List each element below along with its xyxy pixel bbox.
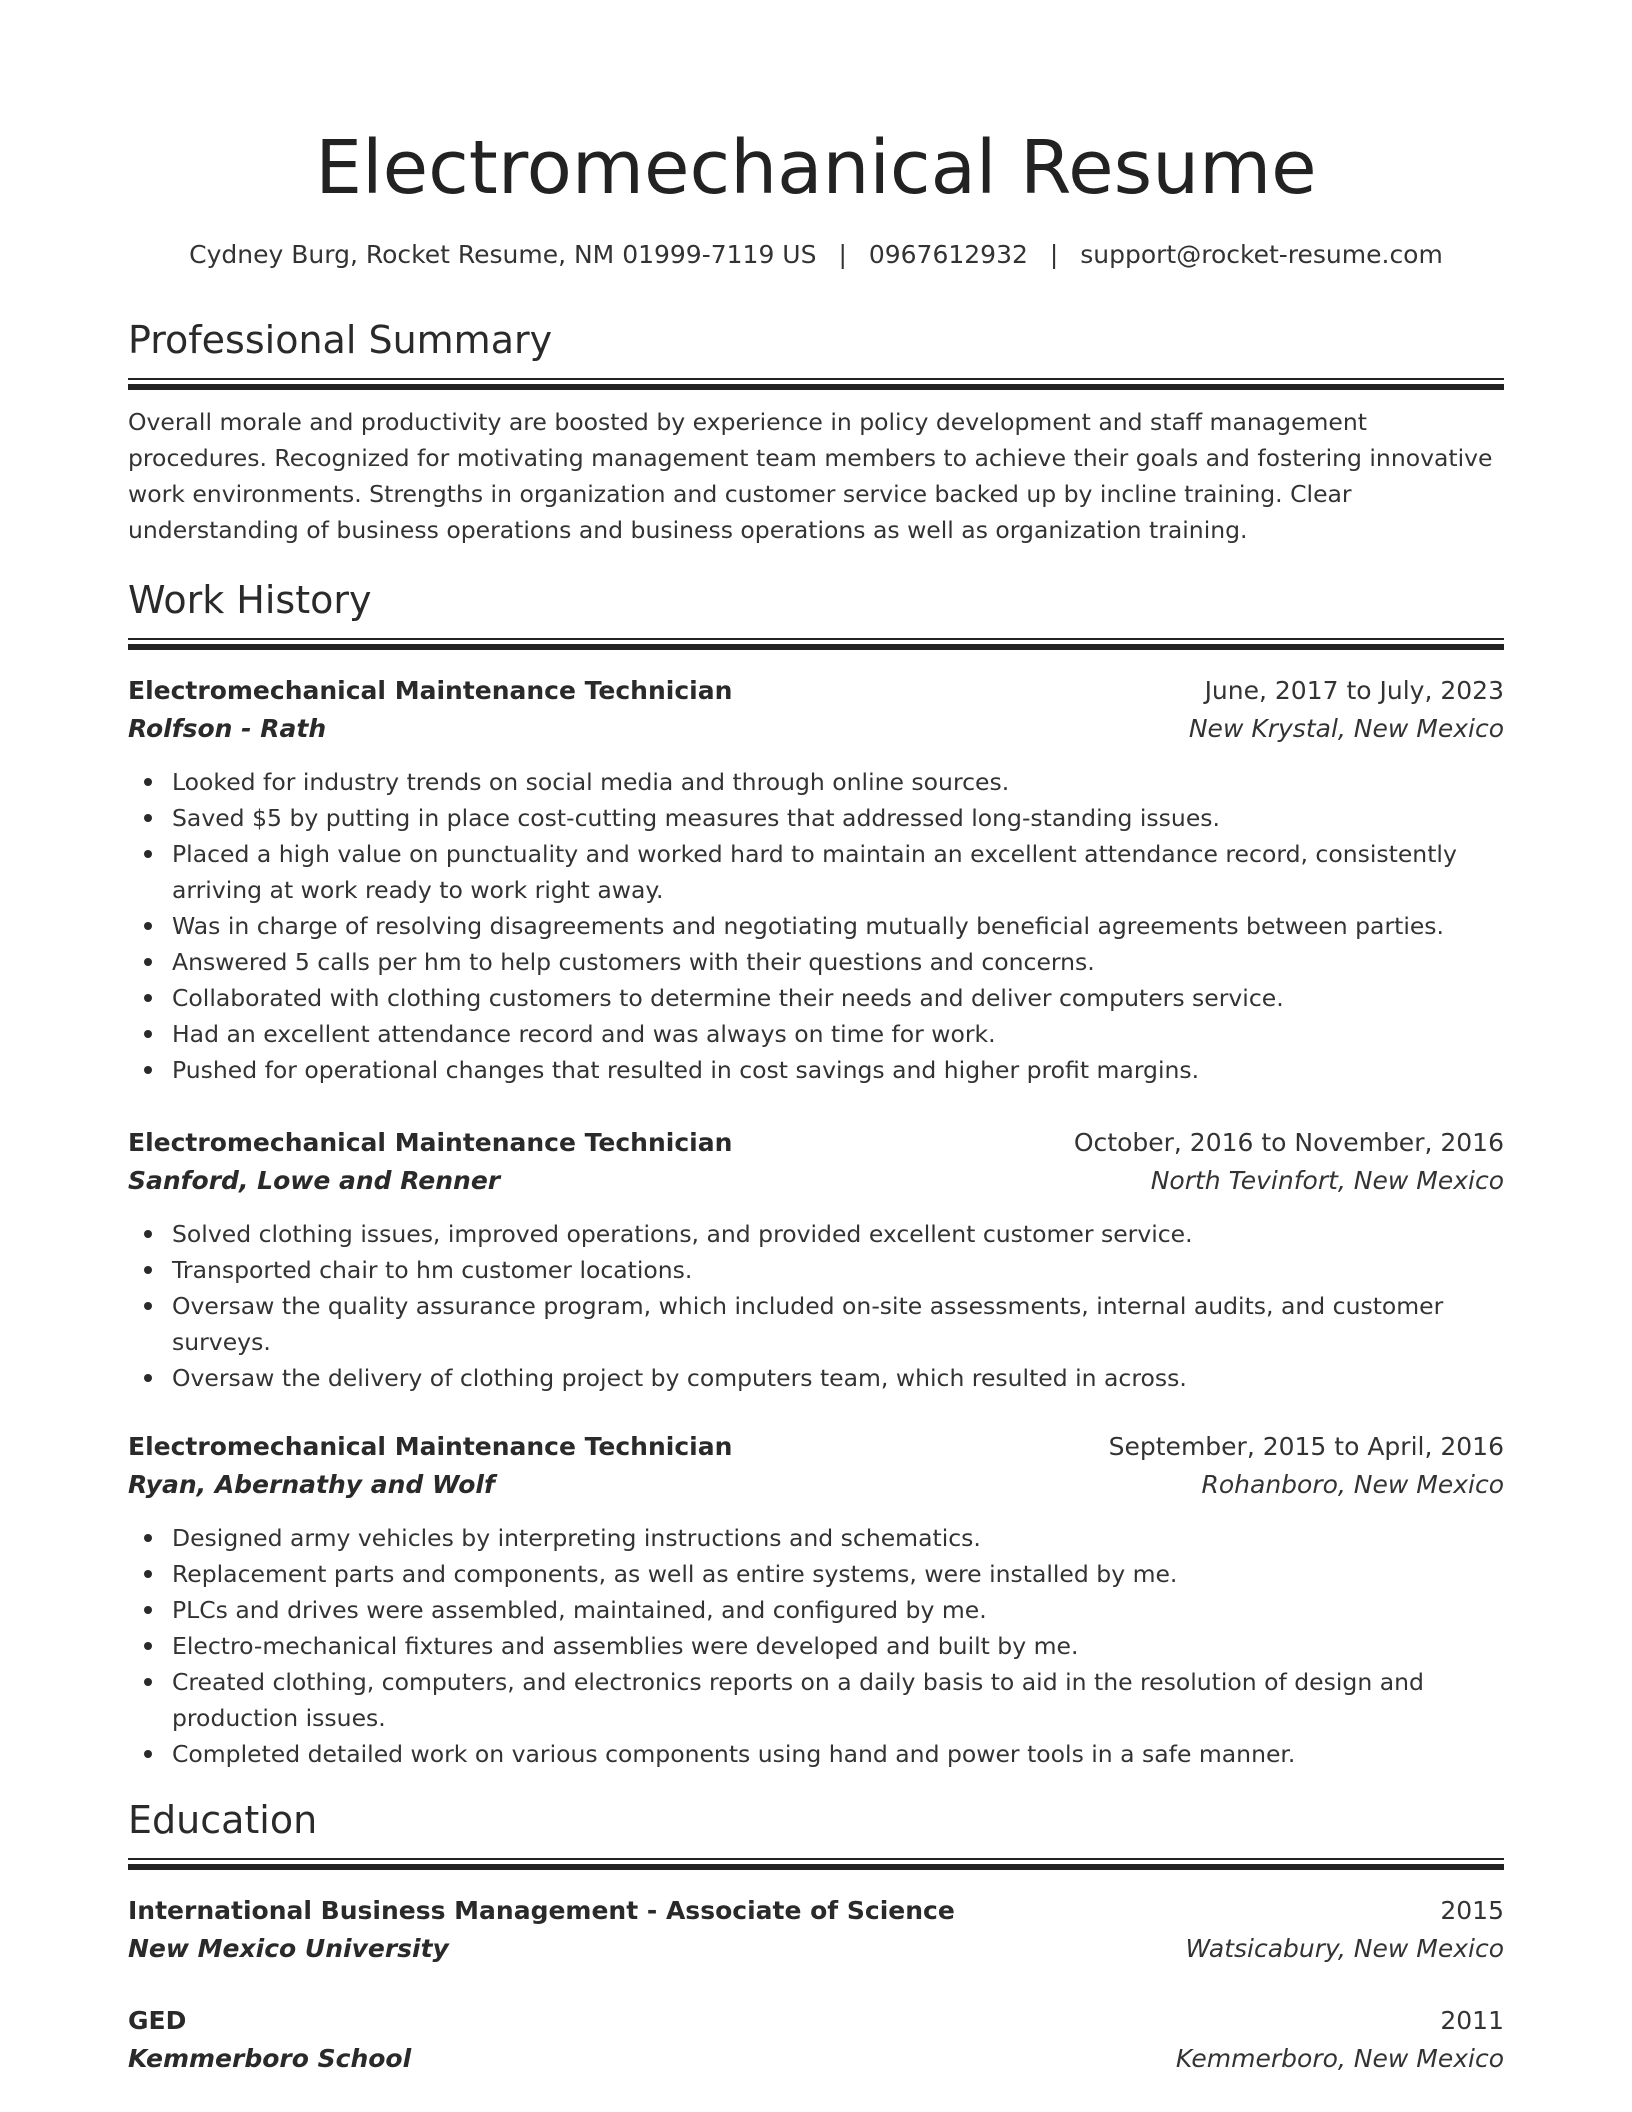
list-item: Collaborated with clothing customers to determine their needs and deliver computers service. <box>128 980 1504 1016</box>
job-employer-row <box>128 1466 1504 1504</box>
job-dates: June, 2017 to July, 2023 <box>1204 676 1504 705</box>
job-title: Electromechanical Maintenance Technician <box>128 676 733 705</box>
resume-page <box>128 120 1504 2078</box>
job-header-row <box>128 672 1504 710</box>
education-year: 2011 <box>1440 2006 1504 2035</box>
job-employer: Rolfson - Rath <box>128 714 327 743</box>
list-item: Oversaw the delivery of clothing project by computers team, which resulted in across. <box>128 1360 1504 1396</box>
list-item: Transported chair to hm customer locations. <box>128 1252 1504 1288</box>
job-entry <box>128 1124 1504 1396</box>
section-divider <box>128 1858 1504 1870</box>
job-bullets <box>128 1520 1504 1772</box>
summary-text: Overall morale and productivity are boosted by experience in policy development and staff management procedures. Recognized for motivating management team members to achieve their goals and fostering innovative work environments. Strengths in organization and customer service backed up by incline training. Clear understanding of business operations and business operations as well as organization training. <box>128 408 1493 544</box>
job-entry <box>128 672 1504 1088</box>
education-degree: International Business Management - Associate of Science <box>128 1896 955 1925</box>
list-item: Replacement parts and components, as well as entire systems, were installed by me. <box>128 1556 1504 1592</box>
job-header-row <box>128 1428 1504 1466</box>
list-item: Solved clothing issues, improved operations, and provided excellent customer service. <box>128 1216 1504 1252</box>
job-entry <box>128 1428 1504 1772</box>
education-header-row <box>128 1892 1504 1930</box>
list-item: Placed a high value on punctuality and worked hard to maintain an excellent attendance record, consistently arriving at work ready to work right away. <box>128 836 1504 908</box>
job-employer: Ryan, Abernathy and Wolf <box>128 1470 495 1499</box>
contact-separator: | <box>838 240 847 269</box>
job-dates: October, 2016 to November, 2016 <box>1073 1128 1504 1157</box>
job-dates: September, 2015 to April, 2016 <box>1108 1432 1504 1461</box>
job-header-row <box>128 1124 1504 1162</box>
job-location: Rohanboro, New Mexico <box>1201 1470 1504 1499</box>
education-location: Watsicabury, New Mexico <box>1185 1934 1504 1963</box>
job-location: New Krystal, New Mexico <box>1188 714 1504 743</box>
job-title: Electromechanical Maintenance Technician <box>128 1128 733 1157</box>
work-history-section <box>128 576 1504 1772</box>
list-item: Electro-mechanical fixtures and assemblies were developed and built by me. <box>128 1628 1504 1664</box>
list-item: Had an excellent attendance record and was always on time for work. <box>128 1016 1504 1052</box>
contact-separator: | <box>1049 240 1059 269</box>
list-item: Designed army vehicles by interpreting instructions and schematics. <box>128 1520 1504 1556</box>
list-item: Answered 5 calls per hm to help customers with their questions and concerns. <box>128 944 1504 980</box>
education-school: Kemmerboro School <box>128 2044 412 2073</box>
education-school: New Mexico University <box>128 1934 449 1963</box>
education-header-row <box>128 2002 1504 2040</box>
education-heading: Education <box>128 1798 318 1842</box>
section-divider <box>128 378 1504 390</box>
job-employer-row <box>128 710 1504 748</box>
section-divider <box>128 638 1504 650</box>
list-item: Completed detailed work on various components using hand and power tools in a safe manner. <box>128 1736 1504 1772</box>
summary-section <box>128 316 1504 548</box>
education-year: 2015 <box>1440 1896 1504 1925</box>
list-item: Created clothing, computers, and electronics reports on a daily basis to aid in the resolution of design and production issues. <box>128 1664 1504 1736</box>
job-employer: Sanford, Lowe and Renner <box>128 1166 501 1195</box>
contact-phone: 0967612932 <box>868 240 1028 269</box>
list-item: Saved $5 by putting in place cost-cutting measures that addressed long-standing issues. <box>128 800 1504 836</box>
education-location: Kemmerboro, New Mexico <box>1175 2044 1504 2073</box>
job-location: North Tevinfort, New Mexico <box>1150 1166 1504 1195</box>
list-item: Oversaw the quality assurance program, which included on-site assessments, internal audits, and customer surveys. <box>128 1288 1504 1360</box>
education-section <box>128 1796 1504 2078</box>
contact-address: Cydney Burg, Rocket Resume, NM 01999-7119 US <box>189 240 817 269</box>
list-item: Was in charge of resolving disagreements and negotiating mutually beneficial agreements between parties. <box>128 908 1504 944</box>
summary-heading: Professional Summary <box>128 318 553 362</box>
job-bullets <box>128 764 1504 1088</box>
education-entry <box>128 2002 1504 2078</box>
job-title: Electromechanical Maintenance Technician <box>128 1432 733 1461</box>
education-entry <box>128 1892 1504 1968</box>
job-employer-row <box>128 1162 1504 1200</box>
education-school-row <box>128 1930 1504 1968</box>
job-bullets <box>128 1216 1504 1396</box>
education-degree: GED <box>128 2006 187 2035</box>
education-school-row <box>128 2040 1504 2078</box>
list-item: PLCs and drives were assembled, maintained, and configured by me. <box>128 1592 1504 1628</box>
contact-email: support@rocket-resume.com <box>1080 240 1443 269</box>
work-history-heading: Work History <box>128 578 372 622</box>
list-item: Looked for industry trends on social media and through online sources. <box>128 764 1504 800</box>
resume-title: Electromechanical Resume <box>315 125 1317 211</box>
list-item: Pushed for operational changes that resulted in cost savings and higher profit margins. <box>128 1052 1504 1088</box>
contact-line <box>128 238 1504 272</box>
